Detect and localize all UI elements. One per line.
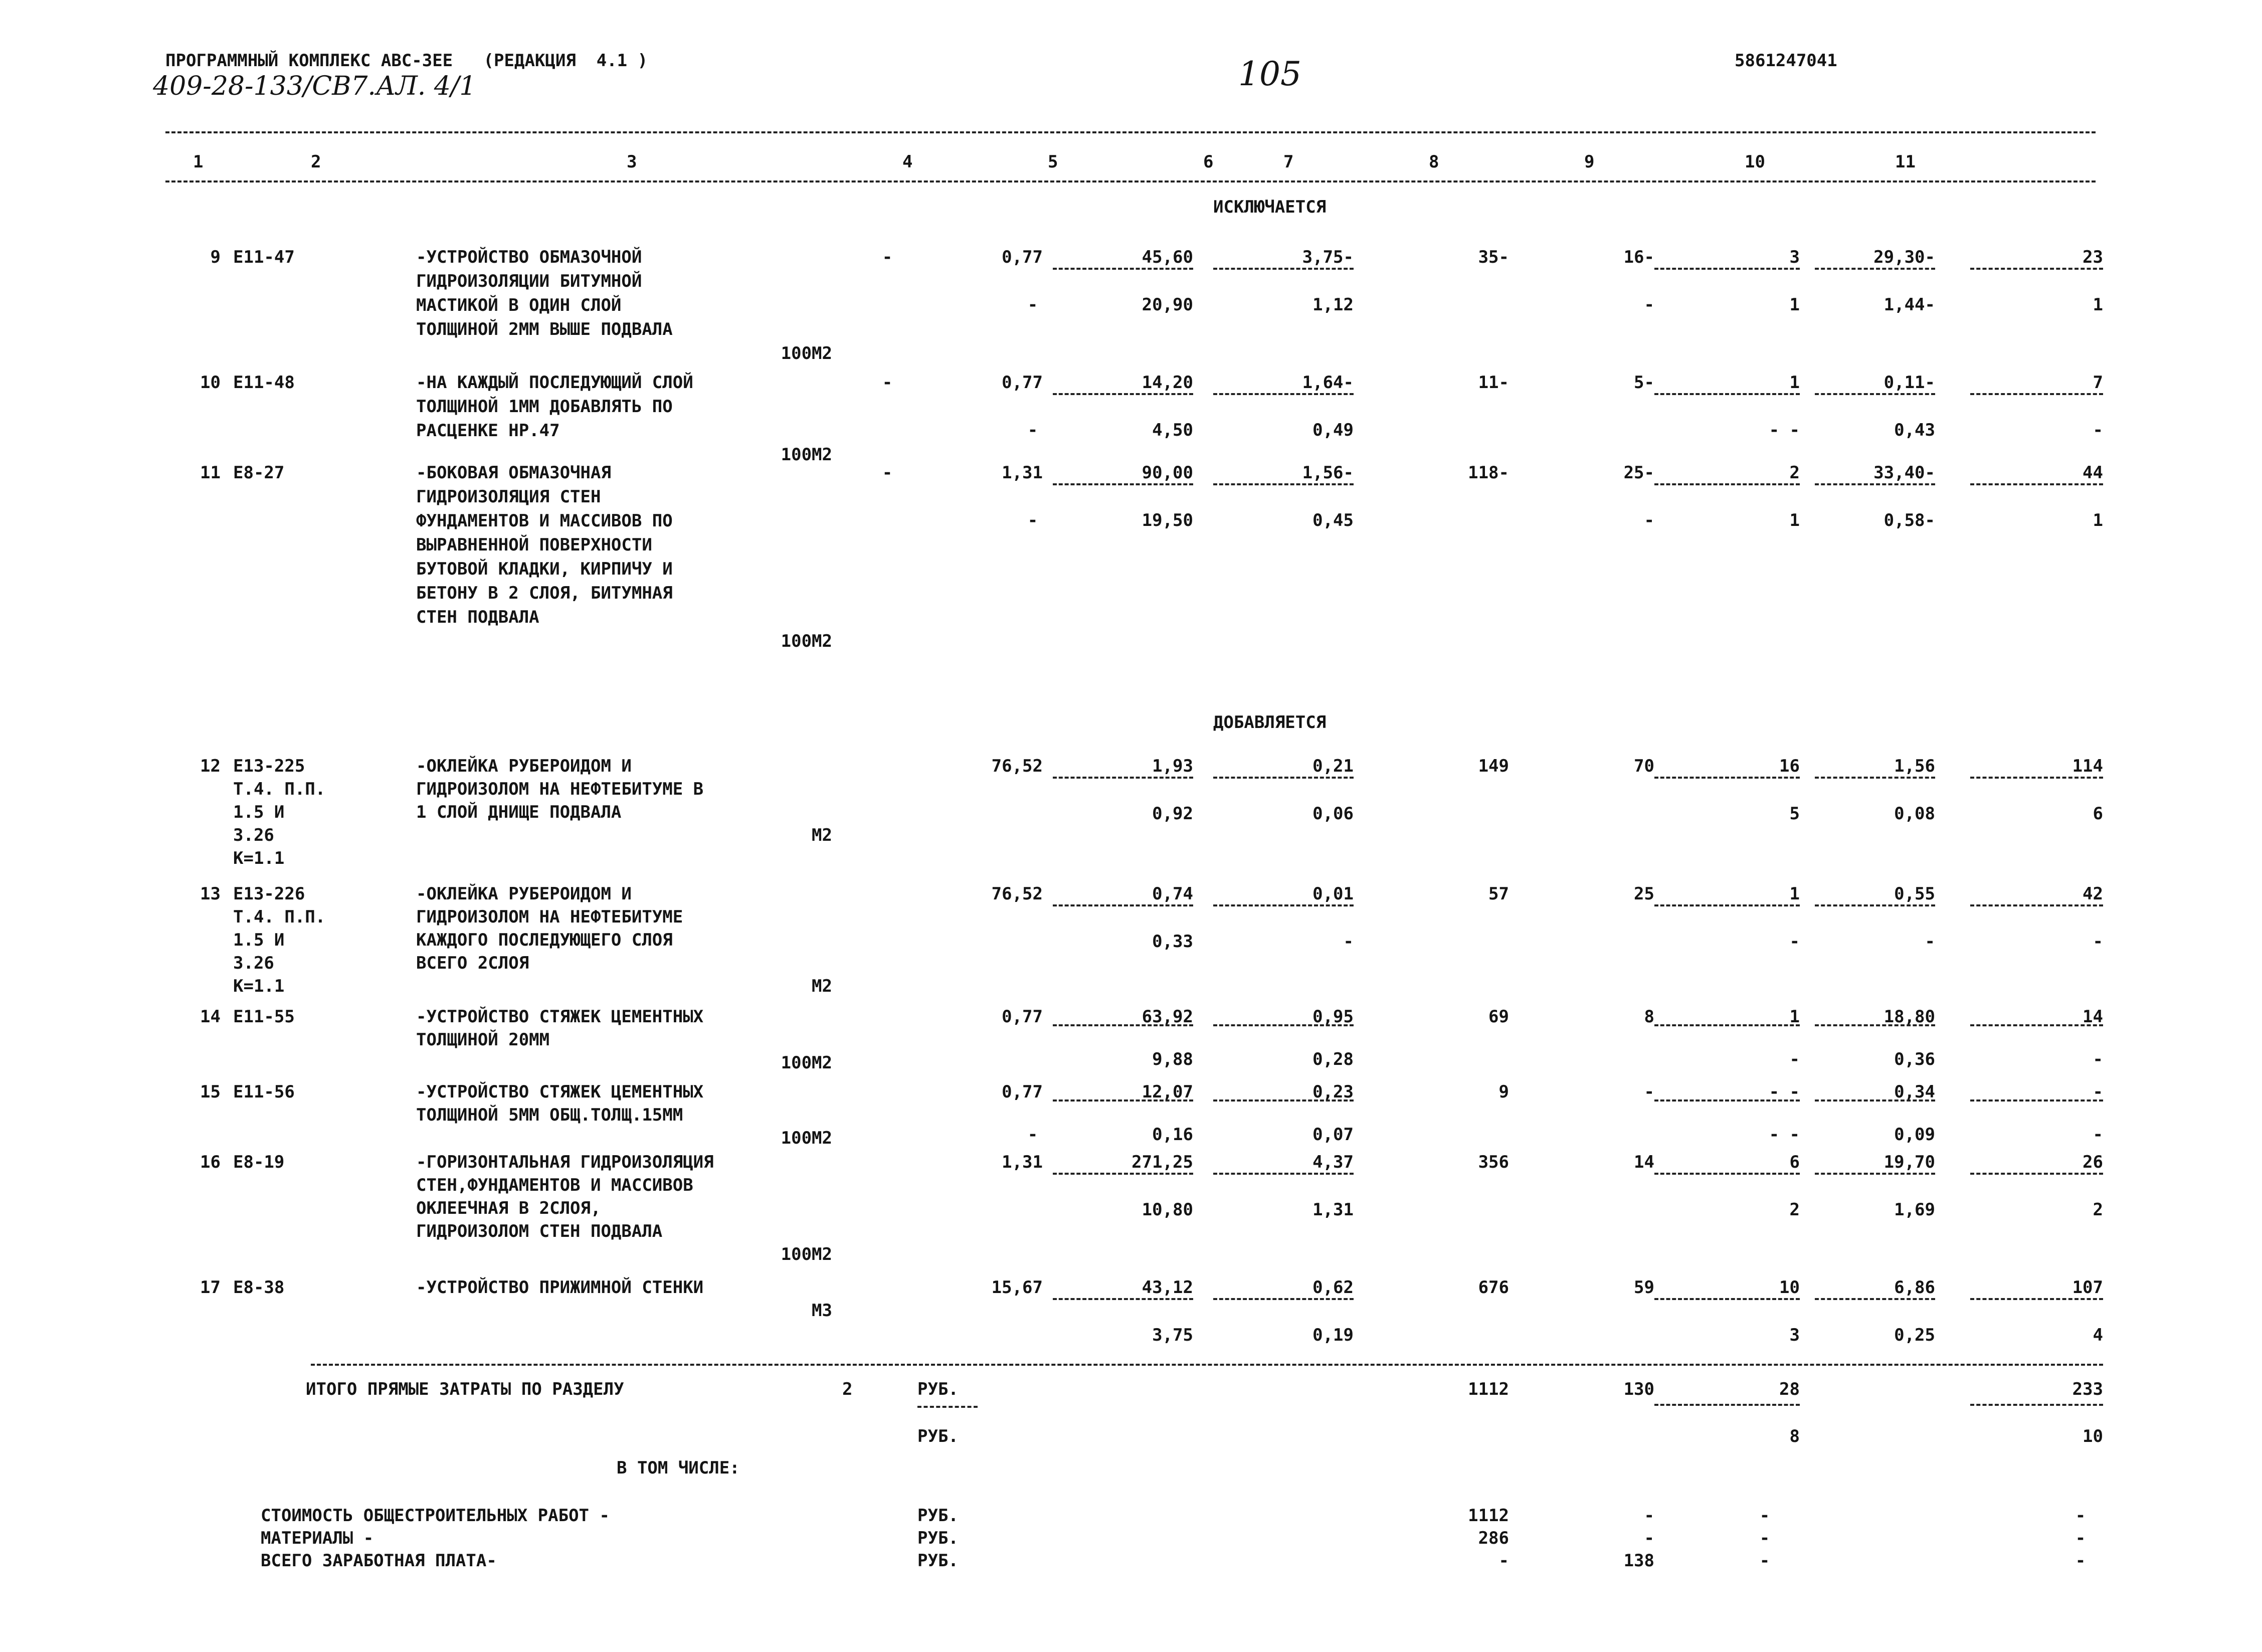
row-divider: [1213, 1173, 1354, 1175]
row-description: -УСТРОЙСТВО ОБМАЗОЧНОЙ: [416, 247, 642, 267]
column-header-4: 4: [902, 152, 913, 172]
row-divider: [1213, 1024, 1354, 1026]
row-description: -НА КАЖДЫЙ ПОСЛЕДУЮЩИЙ СЛОЙ: [416, 373, 693, 393]
breakdown-wages: -: [1644, 1528, 1654, 1548]
row-marker-secondary: -: [1027, 420, 1038, 440]
row-divider: [1654, 1024, 1800, 1026]
row-marker: -: [882, 373, 893, 393]
totals-overhead: 233: [2072, 1379, 2103, 1399]
row-code: 3.26: [233, 953, 274, 973]
row-unit-cost-machines: 4,37: [1312, 1152, 1354, 1172]
totals-including: В ТОМ ЧИСЛЕ:: [617, 1458, 740, 1478]
breakdown-machines: -: [1759, 1551, 1770, 1571]
row-divider: [1654, 1099, 1800, 1102]
row-description: ОКЛЕЕЧНАЯ В 2СЛОЯ,: [416, 1198, 601, 1218]
breakdown-label: ВСЕГО ЗАРАБОТНАЯ ПЛАТА-: [261, 1551, 497, 1571]
row-divider: [1213, 904, 1354, 906]
row-divider: [1970, 268, 2103, 270]
column-header-3: 3: [627, 152, 637, 172]
row-description: -УСТРОЙСТВО СТЯЖЕК ЦЕМЕНТНЫХ: [416, 1007, 704, 1027]
row-code: Е11-47: [233, 247, 295, 267]
breakdown-machines: -: [1759, 1506, 1770, 1526]
breakdown-wages: -: [1644, 1506, 1654, 1526]
row-description: ТОЛЩИНОЙ 5ММ ОБЩ.ТОЛЩ.15ММ: [416, 1105, 683, 1125]
breakdown-overhead: -: [2075, 1528, 2086, 1548]
row-marker-secondary: -: [1027, 295, 1038, 315]
row-code: Е11-55: [233, 1007, 295, 1027]
column-header-1: 1: [193, 152, 204, 172]
breakdown-label: СТОИМОСТЬ ОБЩЕСТРОИТЕЛЬНЫХ РАБОТ -: [261, 1506, 610, 1526]
row-unit-cost-total: 63,92: [1142, 1007, 1193, 1027]
row-divider: [1053, 483, 1193, 485]
row-labor: 18,80: [1883, 1007, 1935, 1027]
row-labor-machines: 1,69: [1894, 1200, 1935, 1220]
row-quantity: 1,31: [1002, 1152, 1043, 1172]
totals-section: 2: [842, 1379, 853, 1399]
row-divider: [1213, 268, 1354, 270]
row-total-cost: 57: [1488, 884, 1509, 904]
totals-rule: [311, 1364, 2103, 1366]
row-description: ГИДРОИЗОЛОМ НА НЕФТЕБИТУМЕ: [416, 907, 683, 927]
row-unit-cost-wages: 4,50: [1152, 420, 1193, 440]
row-divider: [1053, 1173, 1193, 1175]
row-code: Е8-19: [233, 1152, 285, 1172]
row-total-machines: 10: [1779, 1277, 1800, 1298]
row-total-cost: 9: [1498, 1082, 1509, 1102]
row-total-cost: 676: [1478, 1277, 1509, 1298]
breakdown-unit: РУБ.: [917, 1551, 959, 1571]
row-unit: 100М2: [781, 1128, 832, 1148]
row-description: СТЕН,ФУНДАМЕНТОВ И МАССИВОВ: [416, 1175, 693, 1195]
section-excluded-title: ИСКЛЮЧАЕТСЯ: [1213, 197, 1327, 217]
row-divider: [1815, 1173, 1935, 1175]
row-total-machines: 1: [1789, 884, 1800, 904]
row-total-cost: 149: [1478, 756, 1509, 776]
row-divider: [1654, 483, 1800, 485]
row-quantity: 1,31: [1002, 463, 1043, 483]
row-number: 17: [200, 1277, 221, 1298]
row-divider: [1053, 268, 1193, 270]
row-overhead-secondary: 6: [2093, 804, 2103, 824]
row-unit-cost-total: 271,25: [1132, 1152, 1193, 1172]
totals-machines-secondary: 8: [1789, 1426, 1800, 1446]
row-divider: [1053, 1298, 1193, 1300]
row-divider: [1213, 777, 1354, 779]
row-marker: -: [882, 463, 893, 483]
breakdown-overhead: -: [2075, 1506, 2086, 1526]
row-total-wages: 70: [1634, 756, 1654, 776]
row-divider: [1815, 777, 1935, 779]
row-labor: 0,55: [1894, 884, 1935, 904]
row-unit-cost-total: 43,12: [1142, 1277, 1193, 1298]
row-unit-cost-wages: 9,88: [1152, 1049, 1193, 1069]
row-labor: 33,40-: [1873, 463, 1935, 483]
column-header-7: 7: [1283, 152, 1294, 172]
row-number: 14: [200, 1007, 221, 1027]
breakdown-machines: -: [1759, 1528, 1770, 1548]
row-marker-secondary: -: [1027, 1125, 1038, 1145]
row-description: 1 СЛОЙ ДНИЩЕ ПОДВАЛА: [416, 802, 622, 822]
row-description: МАСТИКОЙ В ОДИН СЛОЙ: [416, 295, 622, 315]
row-description: ВЫРАВНЕННОЙ ПОВЕРХНОСТИ: [416, 535, 652, 555]
row-divider: [1654, 904, 1800, 906]
row-unit-cost-total: 0,74: [1152, 884, 1193, 904]
row-unit-cost-machines: 0,21: [1312, 756, 1354, 776]
row-unit: 100М2: [781, 1053, 832, 1073]
row-overhead-secondary: 2: [2093, 1200, 2103, 1220]
row-overhead-secondary: -: [2093, 1049, 2103, 1069]
row-number: 10: [200, 373, 221, 393]
row-unit-cost-total: 90,00: [1142, 463, 1193, 483]
row-overhead: 7: [2093, 373, 2103, 393]
column-header-6: 6: [1203, 152, 1214, 172]
row-divider: [1654, 1173, 1800, 1175]
row-quantity: 15,67: [991, 1277, 1043, 1298]
row-unit-cost-wages: 0,92: [1152, 804, 1193, 824]
row-total-wages: 59: [1634, 1277, 1654, 1298]
row-number: 9: [210, 247, 221, 267]
row-total-wages: 8: [1644, 1007, 1654, 1027]
row-divider: [1053, 1024, 1193, 1026]
row-code: Е11-56: [233, 1082, 295, 1102]
row-total-machines: - -: [1769, 1082, 1800, 1102]
row-description: ФУНДАМЕНТОВ И МАССИВОВ ПО: [416, 511, 673, 531]
row-code: 1.5 И: [233, 802, 285, 822]
row-divider: [1970, 1099, 2103, 1102]
row-divider: [1654, 777, 1800, 779]
row-unit-cost-wages: 10,80: [1142, 1200, 1193, 1220]
row-total-machines: 1: [1789, 1007, 1800, 1027]
row-unit-cost-total: 1,93: [1152, 756, 1193, 776]
row-divider: [1053, 393, 1193, 395]
row-divider: [1654, 393, 1800, 395]
row-overhead-secondary: -: [2093, 420, 2103, 440]
row-total-machines: 1: [1789, 373, 1800, 393]
row-divider: [1815, 904, 1935, 906]
row-unit-cost-total: 12,07: [1142, 1082, 1193, 1102]
row-divider: [1970, 1024, 2103, 1026]
row-total-wages: 25: [1634, 884, 1654, 904]
row-unit: 100М2: [781, 631, 832, 651]
row-description: -ГОРИЗОНТАЛЬНАЯ ГИДРОИЗОЛЯЦИЯ: [416, 1152, 714, 1172]
row-total-wages: -: [1644, 1082, 1654, 1102]
row-labor-machines: 0,08: [1894, 804, 1935, 824]
row-unit: М3: [812, 1301, 832, 1321]
header-rule-bottom: [165, 180, 2096, 182]
row-unit-cost-machines: 1,56-: [1302, 463, 1354, 483]
row-description: КАЖДОГО ПОСЛЕДУЮЩЕГО СЛОЯ: [416, 930, 673, 950]
breakdown-label: МАТЕРИАЛЫ -: [261, 1528, 374, 1548]
row-unit-cost-machines: 0,62: [1312, 1277, 1354, 1298]
breakdown-cost: 1112: [1468, 1506, 1509, 1526]
row-overhead: 23: [2083, 247, 2103, 267]
row-total-wages: 5-: [1634, 373, 1654, 393]
row-divider: [1815, 1298, 1935, 1300]
row-labor: 6,86: [1894, 1277, 1935, 1298]
row-divider: [1654, 268, 1800, 270]
row-description: ТОЛЩИНОЙ 2ММ ВЫШЕ ПОДВАЛА: [416, 319, 673, 339]
row-unit-cost-machines: 3,75-: [1302, 247, 1354, 267]
row-divider: [1815, 1024, 1935, 1026]
row-total-cost: 35-: [1478, 247, 1509, 267]
row-description: СТЕН ПОДВАЛА: [416, 607, 539, 627]
totals-unit-divider: [917, 1406, 978, 1408]
row-description: -ОКЛЕЙКА РУБЕРОИДОМ И: [416, 884, 632, 904]
row-total-cost: 356: [1478, 1152, 1509, 1172]
totals-label: ИТОГО ПРЯМЫЕ ЗАТРАТЫ ПО РАЗДЕЛУ: [306, 1379, 624, 1399]
row-unit: 100М2: [781, 1244, 832, 1264]
row-code: Т.4. П.П.: [233, 907, 326, 927]
row-total-machines-wages: 2: [1789, 1200, 1800, 1220]
row-quantity: 0,77: [1002, 1007, 1043, 1027]
header-rule-top: [165, 131, 2096, 133]
column-header-11: 11: [1895, 152, 1916, 172]
row-total-machines-wages: -: [1789, 932, 1800, 952]
totals-overhead-secondary: 10: [2083, 1426, 2103, 1446]
row-unit: 100М2: [781, 343, 832, 363]
row-overhead-secondary: 4: [2093, 1325, 2103, 1345]
row-unit-cost-machine-wages: 0,49: [1312, 420, 1354, 440]
row-total-machines: 16: [1779, 756, 1800, 776]
row-labor: 1,56: [1894, 756, 1935, 776]
row-overhead: 14: [2083, 1007, 2103, 1027]
row-unit-cost-machines: 1,64-: [1302, 373, 1354, 393]
row-overhead-secondary: -: [2093, 1125, 2103, 1145]
column-header-8: 8: [1429, 152, 1439, 172]
column-header-5: 5: [1048, 152, 1058, 172]
row-total-machines-wages: 1: [1789, 295, 1800, 315]
row-labor-machines: 0,25: [1894, 1325, 1935, 1345]
row-description: ГИДРОИЗОЛОМ НА НЕФТЕБИТУМЕ В: [416, 779, 704, 799]
row-description: РАСЦЕНКЕ НР.47: [416, 421, 560, 441]
row-quantity: 0,77: [1002, 247, 1043, 267]
row-number: 13: [200, 884, 221, 904]
row-divider: [1213, 1298, 1354, 1300]
row-code: К=1.1: [233, 976, 285, 996]
row-unit: 100М2: [781, 445, 832, 465]
row-quantity: 76,52: [991, 884, 1043, 904]
breakdown-overhead: -: [2075, 1551, 2086, 1571]
row-code: Е13-226: [233, 884, 305, 904]
row-divider: [1213, 1099, 1354, 1102]
row-unit-cost-machines: 0,23: [1312, 1082, 1354, 1102]
row-unit-cost-machine-wages: 0,07: [1312, 1125, 1354, 1145]
totals-divider: [1970, 1404, 2103, 1406]
row-unit-cost-wages: 0,16: [1152, 1125, 1193, 1145]
row-overhead: -: [2093, 1082, 2103, 1102]
row-divider: [1213, 393, 1354, 395]
row-total-wages: 14: [1634, 1152, 1654, 1172]
totals-machines: 28: [1779, 1379, 1800, 1399]
row-unit-cost-machine-wages: 0,28: [1312, 1049, 1354, 1069]
row-quantity: 76,52: [991, 756, 1043, 776]
row-description: ГИДРОИЗОЛЯЦИЯ СТЕН: [416, 487, 601, 507]
row-unit-cost-wages: 3,75: [1152, 1325, 1193, 1345]
row-description: ГИДРОИЗОЛЯЦИИ БИТУМНОЙ: [416, 271, 642, 291]
row-labor-machines: 0,43: [1894, 420, 1935, 440]
row-description: ВСЕГО 2СЛОЯ: [416, 953, 529, 973]
row-unit-cost-total: 14,20: [1142, 373, 1193, 393]
row-unit-cost-wages: 19,50: [1142, 510, 1193, 530]
row-total-cost: 69: [1488, 1007, 1509, 1027]
row-code: 3.26: [233, 825, 274, 845]
row-divider: [1815, 1099, 1935, 1102]
row-total-machines: 3: [1789, 247, 1800, 267]
row-total-wages: 25-: [1623, 463, 1654, 483]
row-labor: 29,30-: [1873, 247, 1935, 267]
row-unit-cost-machine-wages: 0,19: [1312, 1325, 1354, 1345]
totals-cost: 1112: [1468, 1379, 1509, 1399]
row-unit-cost-machines: 0,01: [1312, 884, 1354, 904]
row-number: 11: [200, 463, 221, 483]
row-total-machines-wages: -: [1789, 1049, 1800, 1069]
row-divider: [1213, 483, 1354, 485]
row-unit-cost-machine-wages: -: [1343, 932, 1354, 952]
row-quantity: 0,77: [1002, 373, 1043, 393]
row-code: 1.5 И: [233, 930, 285, 950]
row-total-machines: 6: [1789, 1152, 1800, 1172]
row-unit-cost-machine-wages: 0,45: [1312, 510, 1354, 530]
row-unit: М2: [812, 976, 832, 996]
row-code: Е8-38: [233, 1277, 285, 1298]
row-overhead: 42: [2083, 884, 2103, 904]
row-total-machines-wages: 5: [1789, 804, 1800, 824]
breakdown-unit: РУБ.: [917, 1528, 959, 1548]
row-overhead-secondary: 1: [2093, 295, 2103, 315]
row-divider: [1053, 1099, 1193, 1102]
breakdown-cost: -: [1498, 1551, 1509, 1571]
document-number: 5861247041: [1735, 51, 1837, 71]
row-unit-cost-machine-wages: 0,06: [1312, 804, 1354, 824]
row-overhead-secondary: 1: [2093, 510, 2103, 530]
program-title: ПРОГРАММНЫЙ КОМПЛЕКС АВС-ЗЕЕ (РЕДАКЦИЯ 4.1 ): [165, 51, 648, 71]
row-description: -УСТРОЙСТВО СТЯЖЕК ЦЕМЕНТНЫХ: [416, 1082, 704, 1102]
row-code: Е8-27: [233, 463, 285, 483]
row-divider: [1970, 904, 2103, 906]
row-number: 16: [200, 1152, 221, 1172]
row-labor-machines: -: [1925, 932, 1935, 952]
breakdown-cost: 286: [1478, 1528, 1509, 1548]
row-divider: [1970, 777, 2103, 779]
row-code: Е13-225: [233, 756, 305, 776]
row-number: 12: [200, 756, 221, 776]
row-description: -ОКЛЕЙКА РУБЕРОИДОМ И: [416, 756, 632, 776]
totals-unit-secondary: РУБ.: [917, 1426, 959, 1446]
row-total-machines-wages: - -: [1769, 1125, 1800, 1145]
row-overhead: 44: [2083, 463, 2103, 483]
row-divider: [1815, 483, 1935, 485]
row-unit-cost-wages: 0,33: [1152, 932, 1193, 952]
row-total-wages: 16-: [1623, 247, 1654, 267]
section-added-title: ДОБАВЛЯЕТСЯ: [1213, 712, 1327, 732]
row-overhead-secondary: -: [2093, 932, 2103, 952]
row-labor: 0,11-: [1883, 373, 1935, 393]
page-number: 105: [1238, 55, 1301, 93]
row-description: БЕТОНУ В 2 СЛОЯ, БИТУМНАЯ: [416, 583, 673, 603]
row-total-cost: 118-: [1468, 463, 1509, 483]
row-divider: [1970, 483, 2103, 485]
row-description: -БОКОВАЯ ОБМАЗОЧНАЯ: [416, 463, 611, 483]
row-unit-cost-machine-wages: 1,12: [1312, 295, 1354, 315]
row-divider: [1970, 393, 2103, 395]
row-labor-machines: 0,58-: [1883, 510, 1935, 530]
totals-divider: [1654, 1404, 1800, 1406]
row-divider: [1053, 904, 1193, 906]
row-overhead: 114: [2072, 756, 2103, 776]
totals-unit: РУБ.: [917, 1379, 959, 1399]
row-labor-machines: 1,44-: [1883, 295, 1935, 315]
row-description: ТОЛЩИНОЙ 20ММ: [416, 1030, 550, 1050]
row-description: ТОЛЩИНОЙ 1ММ ДОБАВЛЯТЬ ПО: [416, 397, 673, 417]
row-code: К=1.1: [233, 848, 285, 868]
row-overhead: 26: [2083, 1152, 2103, 1172]
row-marker: -: [882, 247, 893, 267]
row-number: 15: [200, 1082, 221, 1102]
row-divider: [1815, 268, 1935, 270]
row-total-machines-wages: 1: [1789, 510, 1800, 530]
row-total-wages-secondary: -: [1644, 295, 1654, 315]
row-total-wages-secondary: -: [1644, 510, 1654, 530]
row-labor: 19,70: [1883, 1152, 1935, 1172]
row-total-machines: 2: [1789, 463, 1800, 483]
row-total-machines-wages: - -: [1769, 420, 1800, 440]
row-description: БУТОВОЙ КЛАДКИ, КИРПИЧУ И: [416, 559, 673, 579]
row-unit-cost-total: 45,60: [1142, 247, 1193, 267]
row-divider: [1970, 1298, 2103, 1300]
row-description: ГИДРОИЗОЛОМ СТЕН ПОДВАЛА: [416, 1221, 663, 1241]
row-unit-cost-wages: 20,90: [1142, 295, 1193, 315]
handwritten-code: 409-28-133/СВ7.АЛ. 4/1: [153, 71, 476, 101]
row-unit-cost-machine-wages: 1,31: [1312, 1200, 1354, 1220]
row-unit-cost-machines: 0,95: [1312, 1007, 1354, 1027]
column-header-9: 9: [1584, 152, 1595, 172]
breakdown-unit: РУБ.: [917, 1506, 959, 1526]
row-description: -УСТРОЙСТВО ПРИЖИМНОЙ СТЕНКИ: [416, 1277, 704, 1298]
row-total-cost: 11-: [1478, 373, 1509, 393]
totals-wages: 130: [1623, 1379, 1654, 1399]
row-labor-machines: 0,36: [1894, 1049, 1935, 1069]
row-overhead: 107: [2072, 1277, 2103, 1298]
row-quantity: 0,77: [1002, 1082, 1043, 1102]
row-divider: [1654, 1298, 1800, 1300]
row-divider: [1970, 1173, 2103, 1175]
row-labor-machines: 0,09: [1894, 1125, 1935, 1145]
row-code: Е11-48: [233, 373, 295, 393]
row-marker-secondary: -: [1027, 510, 1038, 530]
breakdown-wages: 138: [1623, 1551, 1654, 1571]
row-labor: 0,34: [1894, 1082, 1935, 1102]
row-total-machines-wages: 3: [1789, 1325, 1800, 1345]
row-divider: [1053, 777, 1193, 779]
column-header-2: 2: [311, 152, 321, 172]
column-header-10: 10: [1745, 152, 1765, 172]
row-code: Т.4. П.П.: [233, 779, 326, 799]
row-unit: М2: [812, 825, 832, 845]
row-divider: [1815, 393, 1935, 395]
